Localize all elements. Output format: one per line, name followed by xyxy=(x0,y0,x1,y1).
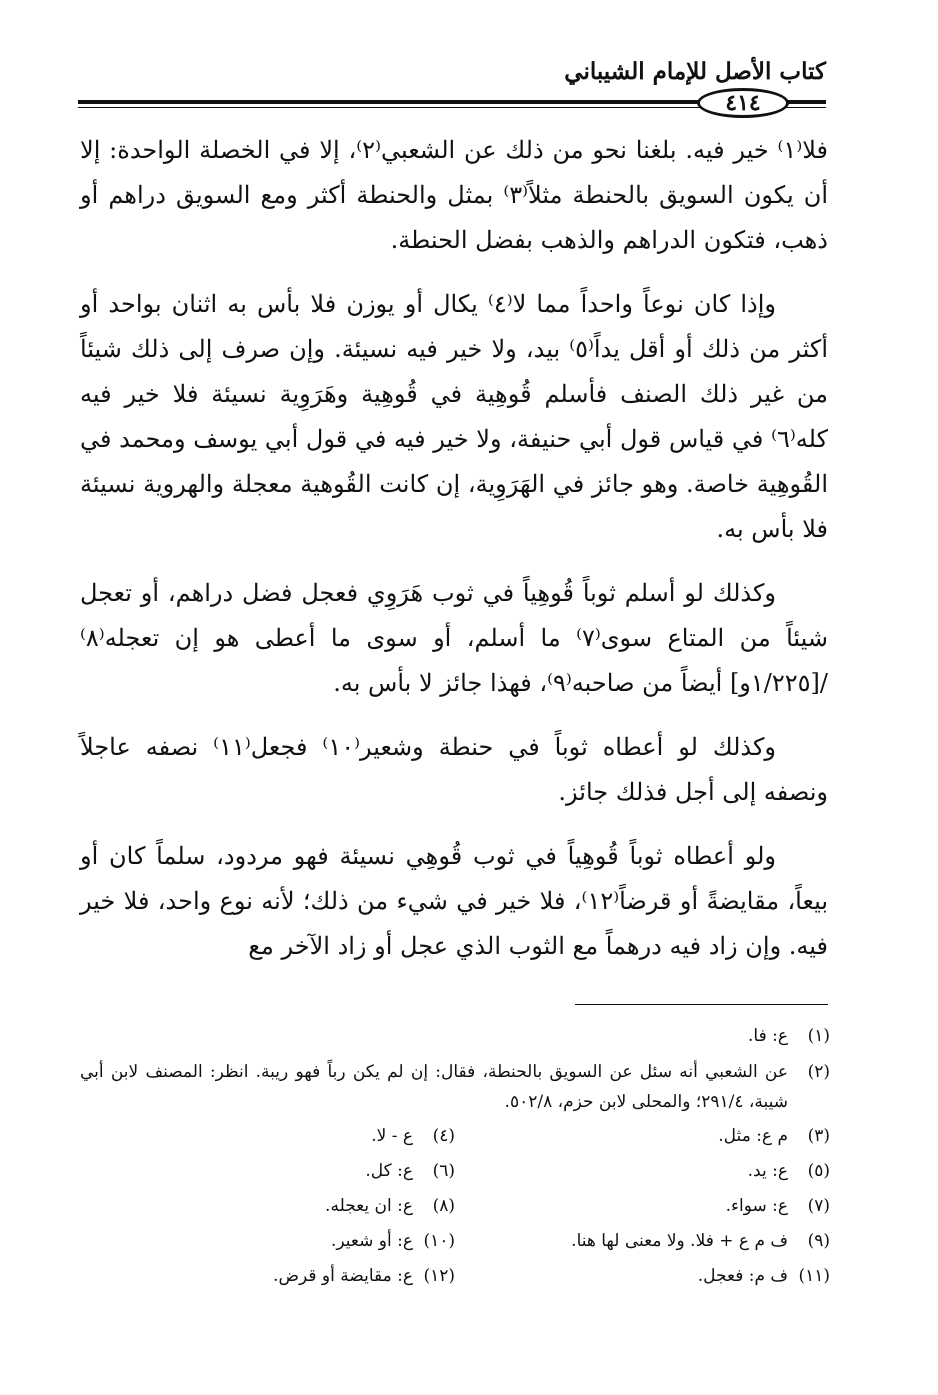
footnote-10 xyxy=(80,1224,455,1259)
page-number-badge xyxy=(697,88,789,118)
footnote-text: ع: كل. xyxy=(365,1161,413,1181)
footnote-text: ع: مقايضة أو قرض. xyxy=(273,1266,413,1286)
footnote-2 xyxy=(80,1054,830,1119)
footnote-6 xyxy=(80,1154,455,1189)
footnote-number: (٩) xyxy=(807,1231,830,1251)
main-text xyxy=(80,128,828,988)
footnote-number: (١١) xyxy=(798,1266,830,1286)
footnote-8 xyxy=(80,1189,455,1224)
footnote-11 xyxy=(455,1259,830,1294)
footnote-text: عن الشعبي أنه سئل عن السويق بالحنطة، فقال: إن لم يكن رباً فهو ريبة. انظر: المصنف لابن أبي شيبة، ٢٩١/٤؛ والمحلى لابن حزم، ٥٠٢/٨. xyxy=(80,1062,788,1112)
footnote-3 xyxy=(455,1119,830,1154)
footnote-number: (٨) xyxy=(432,1196,455,1216)
footnote-9 xyxy=(455,1224,830,1259)
footnote-text: ف م: فعجل. xyxy=(697,1266,788,1286)
footnote-4 xyxy=(80,1119,455,1154)
footnote-text: ع - لا. xyxy=(371,1126,413,1146)
footnote-number: (٥) xyxy=(807,1161,830,1181)
running-header-title: كتاب الأصل للإمام الشيباني xyxy=(564,58,826,85)
footnote-number: (١٠) xyxy=(423,1231,455,1251)
paragraph-2: وإذا كان نوعاً واحداً مما لا⁽٤⁾ يكال أو يوزن فلا بأس به اثنان بواحد أو أكثر من ذلك أو أقل يداً⁽٥⁾ بيد، ولا خير فيه نسيئة. وإن صرف إلى ذلك شيئاً من غير ذلك الصنف فأسلم قُوهِية في قُوهِية وهَرَوِية نسيئة فلا خير فيه كله⁽٦⁾ في قياس قول أبي حنيفة، ولا خير فيه في قول أبي يوسف ومحمد في القُوهِية خاصة. وهو جائز في الهَرَوِية، إن كانت القُوهية معجلة والهروية نسيئة فلا بأس به. xyxy=(80,290,828,543)
footnote-number: (١٢) xyxy=(423,1266,455,1286)
footnote-text: ع: فا. xyxy=(748,1026,788,1046)
paragraph-4: وكذلك لو أعطاه ثوباً في حنطة وشعير⁽١٠⁾ فجعل⁽١١⁾ نصفه عاجلاً ونصفه إلى أجل فذلك جائز. xyxy=(80,733,828,806)
footnote-text: ع: يد. xyxy=(747,1161,788,1181)
page-number: ٤١٤ xyxy=(725,90,761,116)
paragraph-1: فلا⁽١⁾ خير فيه. بلغنا نحو من ذلك عن الشعبي⁽٢⁾، إلا في الخصلة الواحدة: إلا أن يكون السويق بالحنطة مثلاً⁽٣⁾ بمثل والحنطة أكثر ومع السويق دراهم أو ذهب، فتكون الدراهم والذهب بفضل الحنطة. xyxy=(80,136,829,254)
footnote-12 xyxy=(80,1259,455,1294)
footnote-5 xyxy=(455,1154,830,1189)
footnotes xyxy=(80,1019,830,1294)
footnote-text: ع: أو شعير. xyxy=(331,1231,413,1251)
footnote-7 xyxy=(455,1189,830,1224)
footnote-text: ع: ان يعجله. xyxy=(325,1196,413,1216)
footnote-number: (٣) xyxy=(807,1126,830,1146)
paragraph-3: وكذلك لو أسلم ثوباً قُوهِياً في ثوب هَرَوِي فعجل فضل دراهم، أو تعجل شيئاً من المتاع سوى⁽٧⁾ ما أسلم، أو سوى ما أعطى هو إن تعجله⁽٨⁾ /[١/٢٢٥و] أيضاً من صاحبه⁽٩⁾، فهذا جائز لا بأس به. xyxy=(80,579,828,697)
footnote-separator xyxy=(575,1004,828,1005)
footnote-number: (٦) xyxy=(432,1161,455,1181)
footnote-number: (١) xyxy=(807,1026,830,1046)
footnote-text: ف م ع + فلا. ولا معنى لها هنا. xyxy=(571,1231,788,1251)
footnote-1 xyxy=(80,1019,830,1054)
footnote-number: (٢) xyxy=(807,1062,830,1082)
paragraph-5: ولو أعطاه ثوباً قُوهِياً في ثوب قُوهِي نسيئة فهو مردود، سلماً كان أو بيعاً، مقايضةً أو قرضاً⁽١٢⁾، فلا خير في شيء من ذلك؛ لأنه نوع واحد، فلا خير فيه. وإن زاد فيه درهماً مع الثوب الذي عجل أو زاد الآخر مع xyxy=(80,842,828,960)
footnote-number: (٤) xyxy=(432,1126,455,1146)
footnote-text: ع: سواء. xyxy=(725,1196,788,1216)
footnote-text: م ع: مثل. xyxy=(718,1126,788,1146)
footnote-number: (٧) xyxy=(807,1196,830,1216)
